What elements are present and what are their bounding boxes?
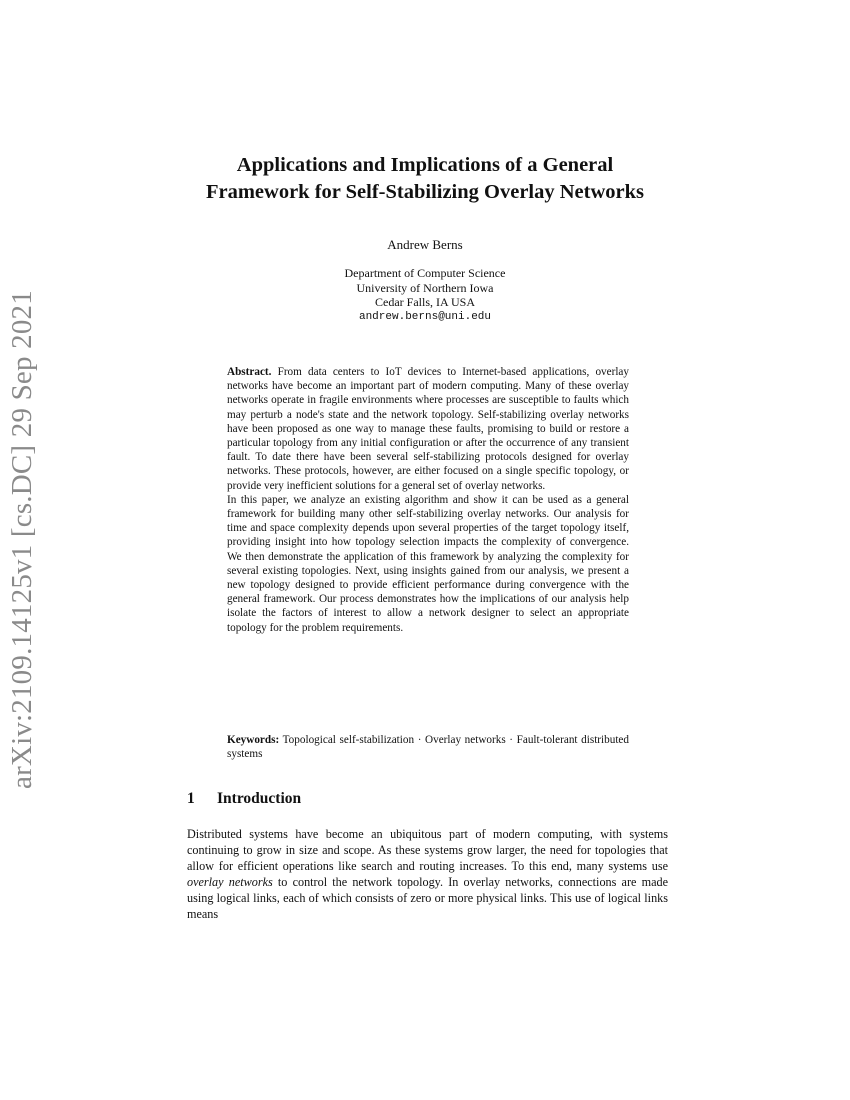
- title-line-1: Applications and Implications of a General: [236, 154, 614, 176]
- affiliation-block: [0, 266, 850, 324]
- abstract-label: Abstract.: [227, 366, 272, 378]
- intro-text-part-1: Distributed systems have become an ubiquitous part of modern computing, with systems continuing to grow in size and scope. As these systems grow larger, the need for topologies that allow for efficient operations like search and routing increases. To this end, many systems use: [187, 827, 668, 873]
- keywords-label: Keywords:: [227, 734, 280, 746]
- introduction-paragraph: [187, 826, 668, 922]
- author-name: Andrew Berns: [387, 237, 463, 252]
- keywords-text: Topological self-stabilization · Overlay networks · Fault-tolerant distributed systems: [227, 734, 629, 761]
- affiliation-location: Cedar Falls, IA USA: [375, 295, 475, 310]
- abstract-paragraph-1: [227, 365, 629, 493]
- affiliation-department: Department of Computer Science: [344, 266, 506, 280]
- title-line-2: Framework for Self-Stabilizing Overlay Networks: [205, 181, 645, 203]
- arxiv-identifier-stamp: arXiv:2109.14125v1 [cs.DC] 29 Sep 2021: [6, 290, 38, 790]
- abstract: [227, 365, 629, 635]
- author-email: andrew.berns@uni.edu: [358, 310, 492, 323]
- intro-emphasis: overlay networks: [187, 875, 273, 889]
- keywords: [227, 733, 629, 761]
- paper-title: [150, 152, 700, 206]
- intro-text-part-2: to control the network topology. In overlay networks, connections are made using logical links, each of which consists of zero or more physical links. This use of logical links means: [187, 875, 668, 921]
- abstract-text-1: From data centers to IoT devices to Internet-based applications, overlay networks have become an important part of modern computing. Many of these overlay networks operate in fragile environments where processes are susceptible to faults which may perturb a node's state and the network topology. Self-stabilizing overlay networks have been proposed as one way to manage these faults, promising to build or restore a particular topology from any initial configuration or after the occurrence of any transient fault. To date there have been several self-stabilizing protocols designed for overlay networks. These protocols, however, are either focused on a single specific topology, or provide very inefficient solutions for a general set of overlay networks.: [227, 366, 629, 492]
- section-heading-introduction: [187, 790, 301, 808]
- section-number: 1: [187, 790, 195, 807]
- affiliation-university: University of Northern Iowa: [356, 280, 494, 295]
- abstract-paragraph-2: In this paper, we analyze an existing algorithm and show it can be used as a general framework for building many other self-stabilizing overlay networks. Our analysis for time and space complexity depends upon several properties of the target topology itself, providing insight into how topology selection impacts the complexity of convergence. We then demonstrate the application of this framework by analyzing the complexity for several existing topologies. Next, using insights gained from our analysis, we present a new topology designed to provide efficient performance during convergence with the general framework. Our process demonstrates how the implications of our analysis help isolate the factors of interest to allow a network designer to select an appropriate topology for the problem requirements.: [227, 493, 629, 634]
- section-title: Introduction: [217, 790, 302, 807]
